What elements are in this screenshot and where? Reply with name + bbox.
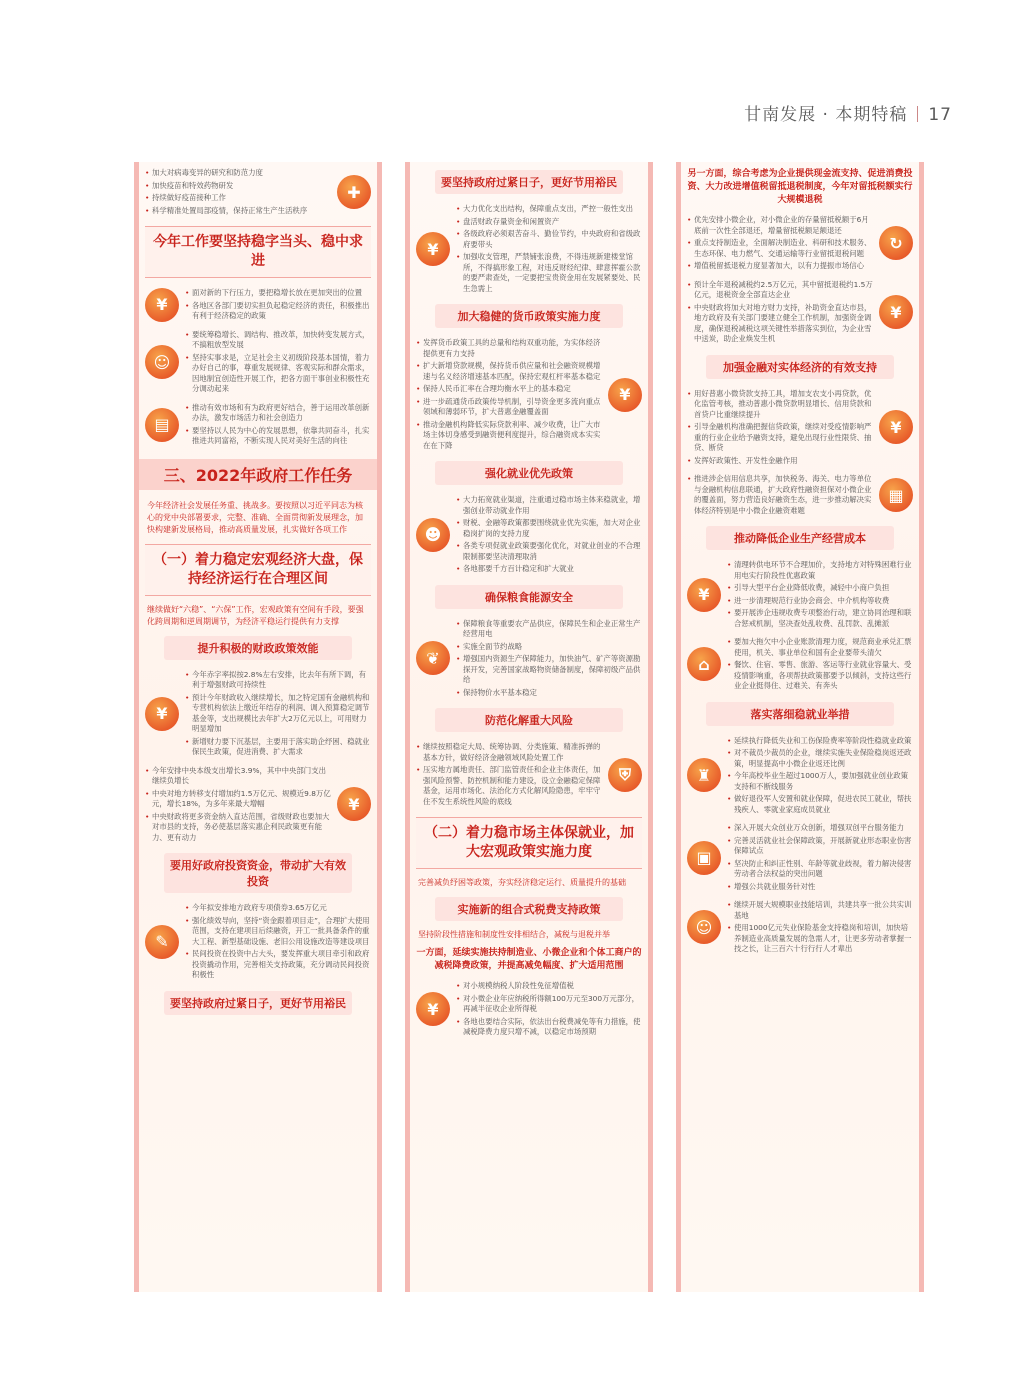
list-item: • 优先安排小微企业，对小微企业的存量留抵税额于6月底前一次性全部退还，增量留抵税额足额退还 [687, 215, 873, 236]
yuan-coin-icon: ¥ [145, 288, 179, 322]
money-bag-icon: ¥ [687, 578, 721, 612]
list-item: • 要坚持以人民为中心的发展思想，依靠共同奋斗，扎实推进共同富裕，不断实现人民对美好生活的向往 [185, 426, 371, 447]
list-item: • 大力拓宽就业渠道，注重通过稳市场主体来稳就业，增强创业带动就业作用 [456, 495, 642, 516]
list-item: • 加快疫苗和特效药物研发 [145, 181, 331, 192]
list-item: • 引导金融机构准确把握信贷政策，继续对受疫情影响严重的行业企业给予融资支持，避免出现行业性限贷、抽贷、断贷 [687, 422, 873, 454]
people-icon: ☺ [687, 910, 721, 944]
group-arrears [687, 635, 913, 694]
bullet-list [687, 213, 873, 274]
bullet-list [727, 734, 913, 818]
list-item: • 民间投资在投资中占大头，要发挥重大项目牵引和政府投资撬动作用，完善相关支持政策，充分调动民间投资积极性 [185, 949, 371, 981]
list-item: • 持续做好疫苗接种工作 [145, 193, 331, 204]
syringe-icon: ✚ [337, 175, 371, 209]
bullet-list [727, 558, 913, 631]
group-innovation [687, 821, 913, 894]
bullet-list [687, 387, 873, 469]
list-item: • 盘活财政存量资金和闲置资产 [456, 217, 642, 228]
section-tax: 实施新的组合式税费支持政策 [435, 897, 623, 921]
bullet-list [185, 286, 371, 324]
list-item: • 面对新的下行压力，要把稳增长放在更加突出的位置 [185, 288, 371, 299]
list-item: • 清理转供电环节不合理加价，支持地方对特殊困难行业用电实行阶段性优惠政策 [727, 560, 913, 581]
list-item: • 延续执行降低失业和工伤保险费率等阶段性稳就业政策 [727, 736, 913, 747]
hand-coin-icon: ¥ [337, 787, 371, 821]
group-refund [687, 213, 913, 274]
group-epidemic [145, 166, 371, 218]
yuan-coin-icon: ¥ [416, 992, 450, 1026]
bullet-list [185, 401, 371, 449]
group-risk [416, 740, 642, 809]
list-item: • 今年拟安排地方政府专项债券3.65万亿元 [185, 903, 371, 914]
group-market [145, 401, 371, 449]
coins-icon: ✎ [145, 925, 179, 959]
bank-icon: ¥ [879, 410, 913, 444]
section-food-energy: 确保粮食能源安全 [435, 585, 623, 609]
cycle-icon: ↻ [879, 226, 913, 260]
list-item: • 扩大新增贷款规模，保持货币供应量和社会融资规模增速与名义经济增速基本匹配，保持宏观杠杆率基本稳定 [416, 361, 602, 382]
bullet-list [687, 278, 873, 347]
worker-icon: ☻ [416, 518, 450, 552]
list-item: • 加大对病毒变异的研究和防范力度 [145, 168, 331, 179]
list-item: • 科学精准处置局部疫情，保持正常生产生活秩序 [145, 206, 331, 217]
bullet-list [456, 979, 642, 1040]
tax-subheading: 一方面，延续实施扶持制造业、小微企业和个体工商户的减税降费政策，并提高减免幅度、扩大适用范围 [416, 948, 642, 971]
money-bag-icon: ¥ [416, 232, 450, 266]
intro-macro: 继续做好“六稳”、“六保”工作，宏观政策有空间有手段，要强化跨周期和逆周期调节，为经济平稳运行提供有力支撑 [147, 604, 364, 626]
group-credit [687, 472, 913, 518]
list-item: • 各类专项促就业政策要强化优化，对就业创业的不合理限制都要坚决清理取消 [456, 541, 642, 562]
list-item: • 发挥货币政策工具的总量和结构双重功能，为实体经济提供更有力支持 [416, 338, 602, 359]
list-item: • 各地都要千方百计稳定和扩大就业 [456, 564, 642, 575]
column-3 [676, 162, 924, 1292]
section-fiscal: 提升积极的财政政策效能 [164, 636, 352, 660]
list-item: • 进一步疏通货币政策传导机制，引导资金更多流向重点领域和薄弱环节，扩大普惠金融覆盖面 [416, 397, 602, 418]
list-item: • 做好退役军人安置和就业保障，促进农民工就业，帮扶残疾人、零就业家庭成员就业 [727, 794, 913, 815]
list-item: • 重点支持制造业，全面解决制造业、科研和技术服务、生态环保、电力燃气、交通运输等行业留抵退税问题 [687, 238, 873, 259]
intro-tasks: 今年经济社会发展任务重、挑战多。要按照以习近平同志为核心的党中央部署要求，完整、准确、全面贯彻新发展理念，加快构建新发展格局，推动高质量发展，扎实做好各项工作 [147, 500, 363, 534]
bullet-list [727, 635, 913, 694]
list-item: • 发挥好政策性、开发性金融作用 [687, 456, 873, 467]
list-item: • 各地也要结合实际，依法出台税费减免等有力措施，使减税降费力度只增不减，以稳定市场预期 [456, 1017, 642, 1038]
list-item: • 用好普惠小微贷款支持工具，增加支农支小再贷款，优化监管考核，推动普惠小微贷款明显增长、信用贷款和首贷户比重继续提升 [687, 389, 873, 421]
shield-icon: ⛨ [608, 758, 642, 792]
group-employment [416, 493, 642, 577]
section-employment: 强化就业优先政策 [435, 461, 623, 485]
list-item: • 新增财力要下沉基层，主要用于落实助企纾困、稳就业保民生政策，促进消费、扩大需求 [185, 737, 371, 758]
group-deficit [145, 668, 371, 760]
list-item: • 要开展涉企违规收费专项整治行动，建立协同治理和联合惩戒机制，坚决查处乱收费、乱罚款、乱摊派 [727, 608, 913, 629]
section-jobs: 落实落细稳就业举措 [706, 702, 894, 726]
group-growth [145, 286, 371, 324]
list-item: • 保障粮食等重要农产品供应，保障民生和企业正常生产经营用电 [456, 619, 642, 640]
page-header [744, 100, 952, 125]
section-investment: 要用好政府投资资金，带动扩大有效投资 [164, 853, 352, 893]
refund-subheading: 另一方面，综合考虑为企业提供现金流支持、促进消费投资、大力改进增值税留抵退税制度，今年对留抵税额实行大规模退税 [687, 169, 913, 205]
list-item: • 财税、金融等政策都要围绕就业优先实施，加大对企业稳岗扩岗的支持力度 [456, 518, 642, 539]
section-title-tasks: 三、2022年政府工作任务 [139, 459, 377, 490]
header-title: 甘南发展 · 本期特稿 [744, 105, 908, 125]
bullet-list [416, 336, 602, 453]
group-costs [687, 558, 913, 631]
list-item: • 推动金融机构降低实际贷款利率、减少收费，让广大市场主体切身感受到融资便利度提升，综合融资成本实实在在下降 [416, 420, 602, 452]
list-item: • 各级政府必须艰苦奋斗、勤俭节约，中央政府和省级政府要带头 [456, 229, 642, 250]
column-2 [405, 162, 653, 1292]
group-monetary [416, 336, 642, 453]
bullet-list [185, 668, 371, 760]
page-number: 17 [928, 105, 952, 125]
section-austerity: 要坚持政府过紧日子，更好节用裕民 [435, 170, 623, 194]
list-item: • 对不裁员少裁员的企业，继续实施失业保险稳岗返还政策，明显提高中小微企业返还比例 [727, 748, 913, 769]
list-item: • 加强收支管理，严禁铺张浪费，不得违规新建楼堂馆所，不得搞形象工程，对违反财经纪律、肆意挥霍公款的要严肃查处，一定要把宝贵资金用在发展紧要处、民生急需上 [456, 252, 642, 294]
group-refund-scale [687, 278, 913, 347]
bullet-list [185, 901, 371, 983]
section-finance: 加强金融对实体经济的有效支持 [706, 355, 894, 379]
list-item: • 预计全年退税减税约2.5万亿元，其中留抵退税约1.5万亿元，退税资金全部直达企业 [687, 280, 873, 301]
section-austerity-footer: 要坚持政府过紧日子，更好节用裕民 [164, 991, 352, 1015]
coins-icon: ¥ [608, 378, 642, 412]
list-item: • 餐饮、住宿、零售、旅游、客运等行业就业容量大、受疫情影响重，各项帮扶政策都要予以倾斜，支持这些行业企业挺得住、过难关、有奔头 [727, 660, 913, 692]
list-item: • 对小微企业年应纳税所得额100万元至300万元部分，再减半征收企业所得税 [456, 994, 642, 1015]
list-item: • 坚持实事求是，立足社会主义初级阶段基本国情，着力办好自己的事，尊重发展规律、客观实际和群众需求，因地制宜创造性开展工作，把各方面干事创业积极性充分调动起来 [185, 353, 371, 395]
list-item: • 强化绩效导向，坚持“资金跟着项目走”，合理扩大使用范围，支持在建项目后续融资，开工一批具备条件的重大工程、新型基础设施、老旧公用设施改造等建设项目 [185, 916, 371, 948]
heading-market-entities: （二）着力稳市场主体保就业，加大宏观政策实施力度 [416, 817, 642, 869]
tax-principle: 坚持阶段性措施和制度性安排相结合，减税与退税并举 [418, 930, 610, 939]
list-item: • 坚决防止和纠正性别、年龄等就业歧视，着力解决侵害劳动者合法权益的突出问题 [727, 859, 913, 880]
bullet-list [687, 472, 873, 518]
list-item: • 深入开展大众创业万众创新，增强双创平台服务能力 [727, 823, 913, 834]
group-bonds [145, 901, 371, 983]
list-item: • 完善灵活就业社会保障政策，开展新就业形态职业伤害保障试点 [727, 836, 913, 857]
grain-icon: ❦ [416, 641, 450, 675]
list-item: • 继续开展大规模职业技能培训，共建共享一批公共实训基地 [727, 900, 913, 921]
group-training [687, 898, 913, 957]
list-item: • 保持人民币汇率在合理均衡水平上的基本稳定 [416, 384, 602, 395]
group-food-energy [416, 617, 642, 701]
shop-icon: ⌂ [687, 647, 721, 681]
list-item: • 实施全面节约战略 [456, 642, 642, 653]
group-transfer [145, 764, 371, 846]
list-item: • 增强国内资源生产保障能力，加快油气、矿产等资源勘探开发，完善国家战略物资储备制度，保障初级产品供给 [456, 654, 642, 686]
section-monetary: 加大稳健的货币政策实施力度 [435, 304, 623, 328]
list-item: • 进一步清理规范行业协会商会、中介机构等收费 [727, 596, 913, 607]
bullet-list [185, 328, 371, 397]
group-reform [145, 328, 371, 397]
people-icon: ☺ [145, 345, 179, 379]
bullet-list [416, 740, 602, 809]
bullet-list [145, 764, 331, 846]
bullet-list [727, 898, 913, 957]
list-item: • 继续按照稳定大局、统筹协调、分类施策、精准拆弹的基本方针，做好经济金融领域风险处置工作 [416, 742, 602, 763]
list-item: • 今年赤字率拟按2.8%左右安排，比去年有所下调，有利于增强财政可持续性 [185, 670, 371, 691]
list-item: • 增强公共就业服务针对性 [727, 882, 913, 893]
list-item: • 推进涉企信用信息共享，加快税务、海关、电力等单位与金融机构信息联通，扩大政府性融资担保对小微企业的覆盖面，努力营造良好融资生态，进一步推动解决实体经济特别是中小微企业融资难题 [687, 474, 873, 516]
bullet-list [456, 493, 642, 577]
group-jobs [687, 734, 913, 818]
list-item: • 要加大拖欠中小企业账款清理力度，规范商业承兑汇票使用，机关、事业单位和国有企业要带头清欠 [727, 637, 913, 658]
document-icon: ▤ [145, 408, 179, 442]
briefcase-icon: ▣ [687, 841, 721, 875]
list-item: • 各地区各部门要切实担负起稳定经济的责任，积极推出有利于经济稳定的政策 [185, 301, 371, 322]
list-item: • 引导大型平台企业降低收费，减轻中小商户负担 [727, 583, 913, 594]
money-bag-icon: ¥ [145, 697, 179, 731]
section-risk: 防范化解重大风险 [435, 708, 623, 732]
intro-market-entities: 完善减负纾困等政策，夯实经济稳定运行、质量提升的基础 [418, 878, 626, 887]
list-item: • 中央财政将更多资金纳入直达范围，省级财政也要加大对市县的支持，务必使基层落实惠企利民政策更有能力、更有动力 [145, 812, 331, 844]
list-item: • 使用1000亿元失业保险基金支持稳岗和培训，加快培养制造业高质量发展的急需人才，让更多劳动者掌握一技之长，让三百六十行行行人才辈出 [727, 923, 913, 955]
list-item: • 今年安排中央本级支出增长3.9%，其中中央部门支出继续负增长 [145, 766, 331, 787]
group-spending [416, 202, 642, 296]
list-item: • 预计今年财政收入继续增长，加之特定国有金融机构和专营机构依法上缴近年结存的利润、调入预算稳定调节基金等，支出规模比去年扩大2万亿元以上，可用财力明显增加 [185, 693, 371, 735]
list-item: • 增值税留抵退税力度显著加大，以有力提振市场信心 [687, 261, 873, 272]
list-item: • 推动有效市场和有为政府更好结合，善于运用改革创新办法，激发市场活力和社会创造力 [185, 403, 371, 424]
heading-macro: （一）着力稳定宏观经济大盘，保持经济运行在合理区间 [145, 544, 371, 596]
header-divider [917, 106, 918, 122]
heading-stability: 今年工作要坚持稳字当头、稳中求进 [145, 226, 371, 278]
column-1 [134, 162, 382, 1292]
list-item: • 中央财政将加大对地方财力支持，补助资金直达市县，地方政府及有关部门要建立健全工作机制，加强资金调度，确保退税减税这项关键性举措落实到位，为企业雪中送炭，助企业焕发生机 [687, 303, 873, 345]
hand-coin-icon: ¥ [879, 295, 913, 329]
building-icon: ▦ [879, 478, 913, 512]
list-item: • 大力优化支出结构，保障重点支出，严控一般性支出 [456, 204, 642, 215]
bullet-list [456, 202, 642, 296]
list-item: • 保持物价水平基本稳定 [456, 688, 642, 699]
list-item: • 今年高校毕业生超过1000万人，要加强就业创业政策支持和不断线服务 [727, 771, 913, 792]
list-item: • 要统筹稳增长、调结构、推改革，加快转变发展方式，不搞粗放型发展 [185, 330, 371, 351]
list-item: • 压实地方属地责任、部门监管责任和企业主体责任，加强风险预警、防控机制和能力建设，设立金融稳定保障基金，运用市场化、法治化方式化解风险隐患，牢牢守住不发生系统性风险的底线 [416, 765, 602, 807]
graduate-icon: ♜ [687, 758, 721, 792]
section-costs: 推动降低企业生产经营成本 [706, 526, 894, 550]
group-tax [416, 979, 642, 1040]
list-item: • 对小规模纳税人阶段性免征增值税 [456, 981, 642, 992]
bullet-list [456, 617, 642, 701]
bullet-list [727, 821, 913, 894]
bullet-list [145, 166, 331, 218]
group-finance [687, 387, 913, 469]
list-item: • 中央对地方转移支付增加约1.5万亿元、规模近9.8万亿元，增长18%，为多年来最大增幅 [145, 789, 331, 810]
